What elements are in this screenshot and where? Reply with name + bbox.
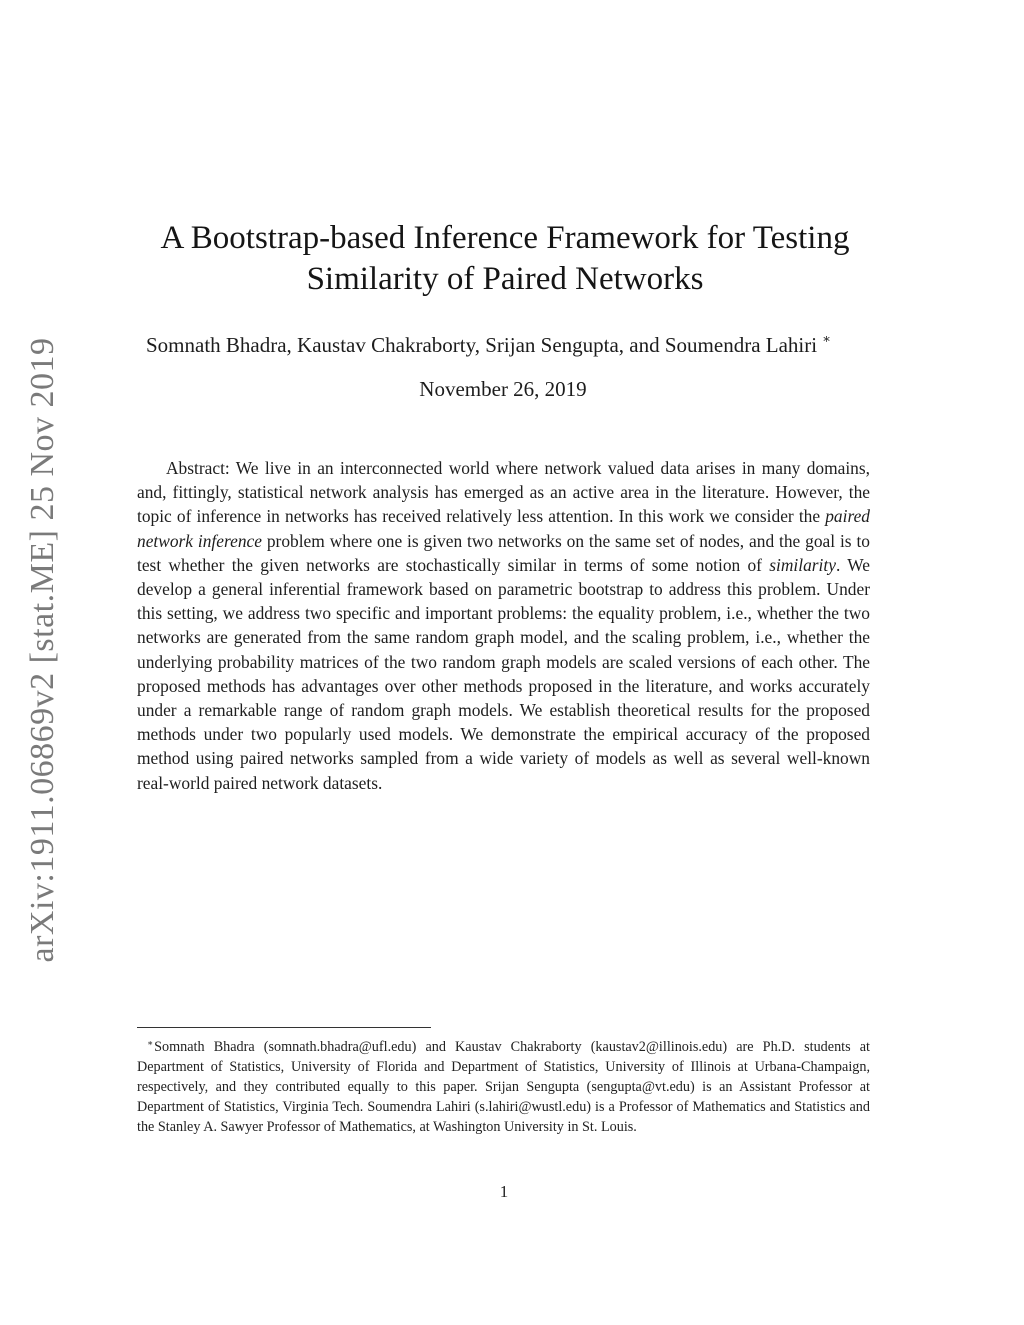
title-line-1: A Bootstrap-based Inference Framework for Testing: [160, 220, 850, 256]
abstract-text-part-1: Abstract: We live in an interconnected world where network valued data arises in many domains, and, fittingly, statistical network analysis has emerged as an active area in the literature. However, the topic of inference in networks has received relatively less attention. In this work we consider the: [137, 458, 870, 527]
page-number: 1: [499, 1182, 509, 1201]
footnote-text: Somnath Bhadra (somnath.bhadra@ufl.edu) and Kaustav Chakraborty (kaustav2@illinois.edu) are Ph.D. students at Department of Statistics, University of Florida and Department of Statistics, University of Illinois at Urbana-Champaign, respectively, and they contributed equally to this paper. Srijan Sengupta (sengupta@vt.edu) is an Assistant Professor at Department of Statistics, Virginia Tech. Soumendra Lahiri (s.lahiri@wustl.edu) is a Professor of Mathematics and Statistics and the Stanley A. Sawyer Professor of Mathematics, at Washington University in St. Louis.: [137, 1039, 870, 1135]
author-names: Somnath Bhadra, Kaustav Chakraborty, Srijan Sengupta, and Soumendra Lahiri: [146, 333, 818, 357]
abstract-text-part-2: problem where one is given two networks on the same set of nodes, and the goal is to test whether the given networks are stochastically similar in terms of some notion of: [137, 530, 870, 575]
author-list: [146, 331, 831, 358]
footnote-mark: ∗: [147, 1038, 154, 1048]
paper-title: [0, 218, 1010, 300]
abstract-text-part-3: . We develop a general inferential framework based on parametric bootstrap to address this problem. Under this setting, we address two specific and important problems: the equality problem, i.e., whether the two networks are generated from the same random graph model, and the scaling problem, i.e., whether the underlying probability matrices of the two random graph models are scaled versions of each other. The proposed methods has advantages over other methods proposed in the literature, and works accurately under a remarkable range of random graph models. We establish theoretical results for the proposed methods under two popularly used models. We demonstrate the empirical accuracy of the proposed method using paired networks sampled from a wide variety of models as well as several well-known real-world paired network datasets.: [137, 554, 870, 793]
title-line-2: Similarity of Paired Networks: [306, 261, 704, 297]
abstract-emphasis-paired-network-inference: paired network inference: [137, 506, 870, 551]
author-footnote-mark[interactable]: ∗: [822, 331, 831, 346]
author-footnote: [137, 1033, 870, 1137]
publication-date: November 26, 2019: [419, 377, 587, 401]
footnote-divider: [137, 1027, 431, 1028]
abstract-emphasis-similarity: similarity: [769, 554, 836, 575]
abstract-paragraph: [137, 456, 870, 795]
arxiv-identifier-stamp: arXiv:1911.06869v2 [stat.ME] 25 Nov 2019: [24, 337, 61, 963]
